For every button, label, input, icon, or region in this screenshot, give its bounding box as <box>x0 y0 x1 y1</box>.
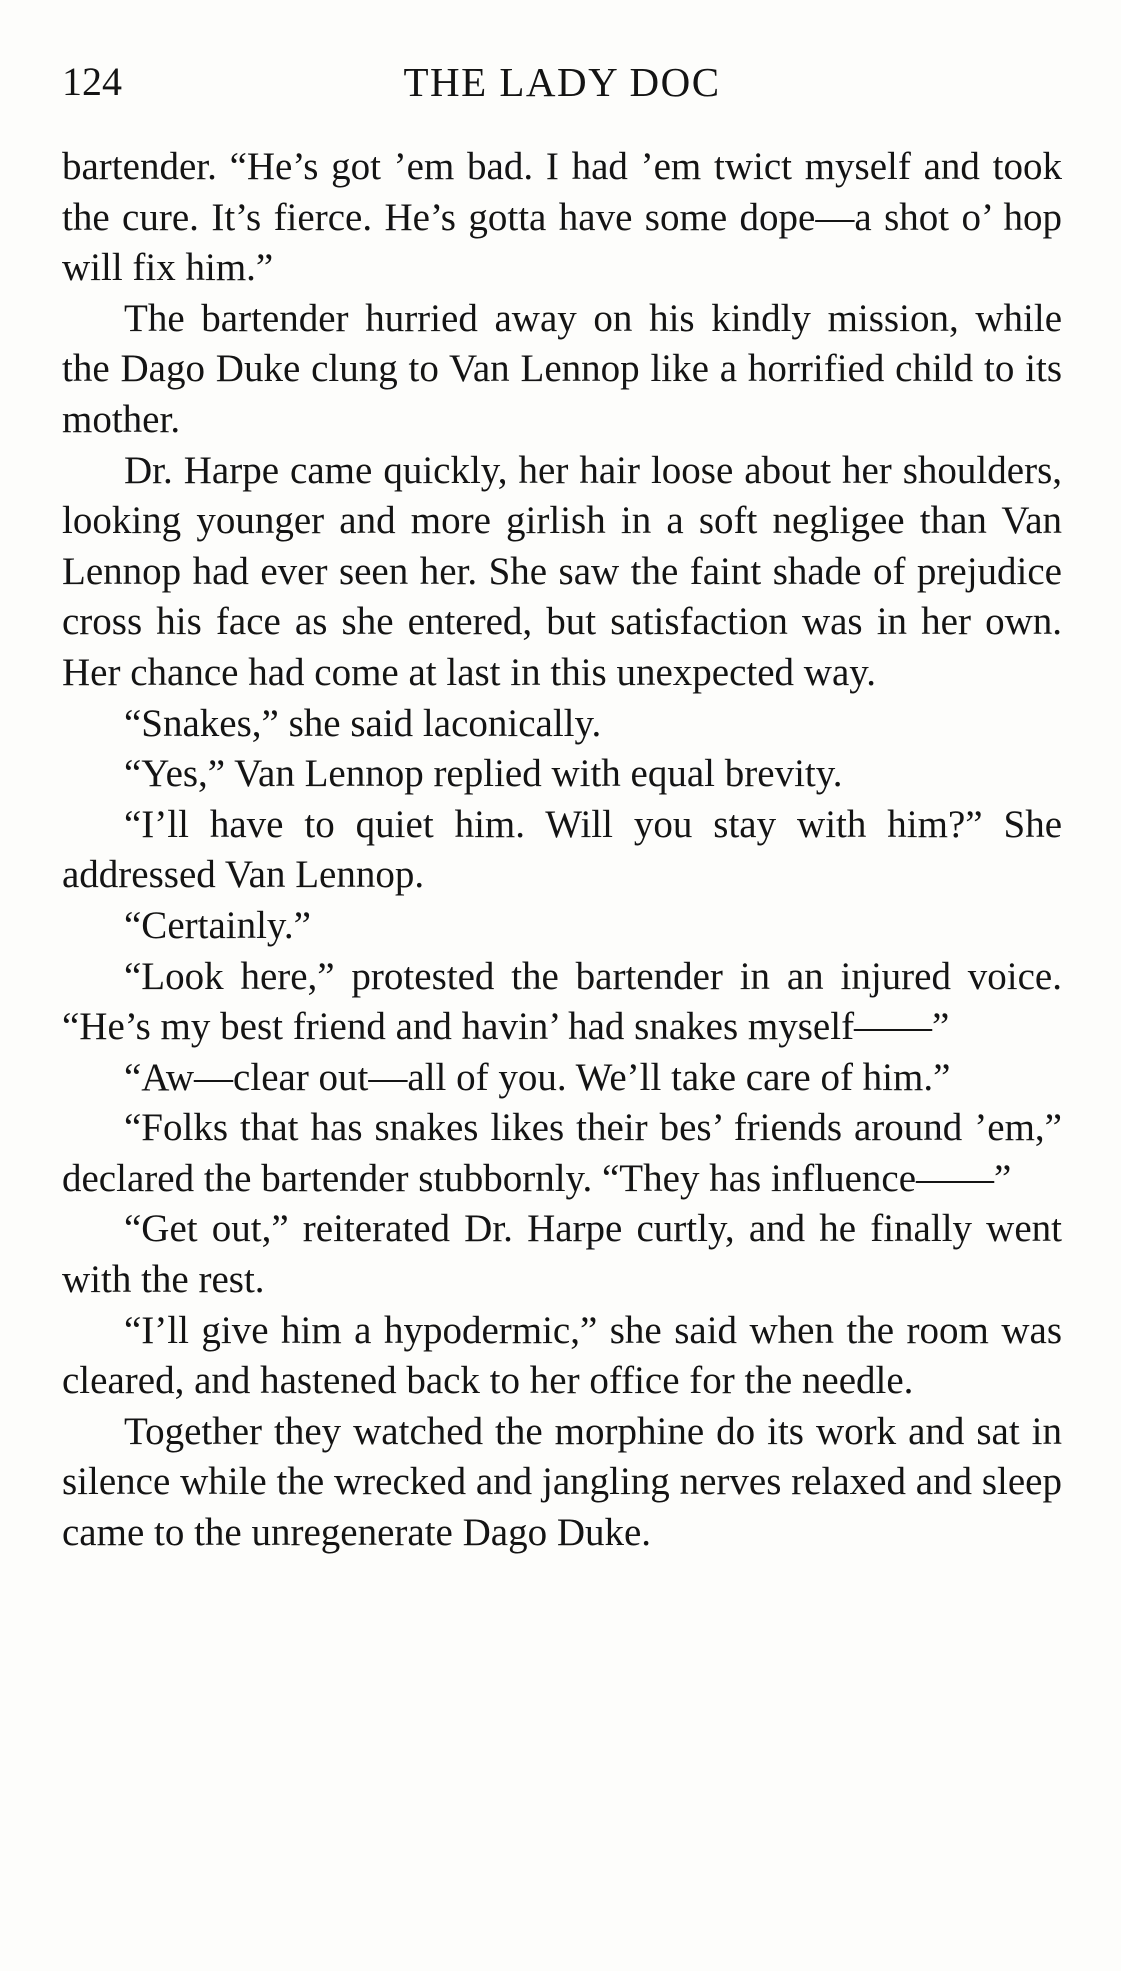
paragraph: “I’ll have to quiet him. Will you stay with him?” She addressed Van Lennop. <box>62 802 1062 897</box>
paragraph-continuation: bartender. “He’s got ’em bad. I had ’em twict myself and took the cure. It’s fierce. He’s gotta have some dope—a shot o’ hop will fix him.” <box>62 145 1062 290</box>
paragraph: Dr. Harpe came quickly, her hair loose about her shoulders, looking younger and more girlish in a soft negligee than Van Lennop had ever seen her. She saw the faint shade of prejudice cross his face as she entered, but satisfaction was in her own. Her chance had come at last in this unexpected way. <box>62 448 1062 694</box>
paragraph: “Yes,” Van Lennop replied with equal brevity. <box>124 752 843 796</box>
body-text <box>62 142 1062 1559</box>
paragraph: Together they watched the morphine do its work and sat in silence while the wrecked and jangling nerves relaxed and sleep came to the unregenerate Dago Duke. <box>62 1409 1062 1555</box>
paragraph: “Certainly.” <box>124 903 311 947</box>
page-header <box>62 52 1062 112</box>
paragraph: “I’ll give him a hypodermic,” she said when the room was cleared, and hastened back to her office for the needle. <box>62 1308 1062 1403</box>
paragraph: “Folks that has snakes likes their bes’ friends around ’em,” declared the bartender stubbornly. “They has influence——” <box>62 1106 1062 1200</box>
paragraph: “Look here,” protested the bartender in an injured voice. “He’s my best friend and havin’ had snakes myself——” <box>62 954 1062 1049</box>
page-number: 124 <box>62 59 122 104</box>
running-title: THE LADY DOC <box>403 59 721 105</box>
paragraph: “Snakes,” she said laconically. <box>124 701 602 745</box>
paragraph: “Aw—clear out—all of you. We’ll take care of him.” <box>124 1055 951 1099</box>
paragraph: The bartender hurried away on his kindly mission, while the Dago Duke clung to Van Lennop like a horrified child to its mother. <box>62 296 1062 441</box>
paragraph: “Get out,” reiterated Dr. Harpe curtly, and he finally went with the rest. <box>62 1207 1062 1302</box>
